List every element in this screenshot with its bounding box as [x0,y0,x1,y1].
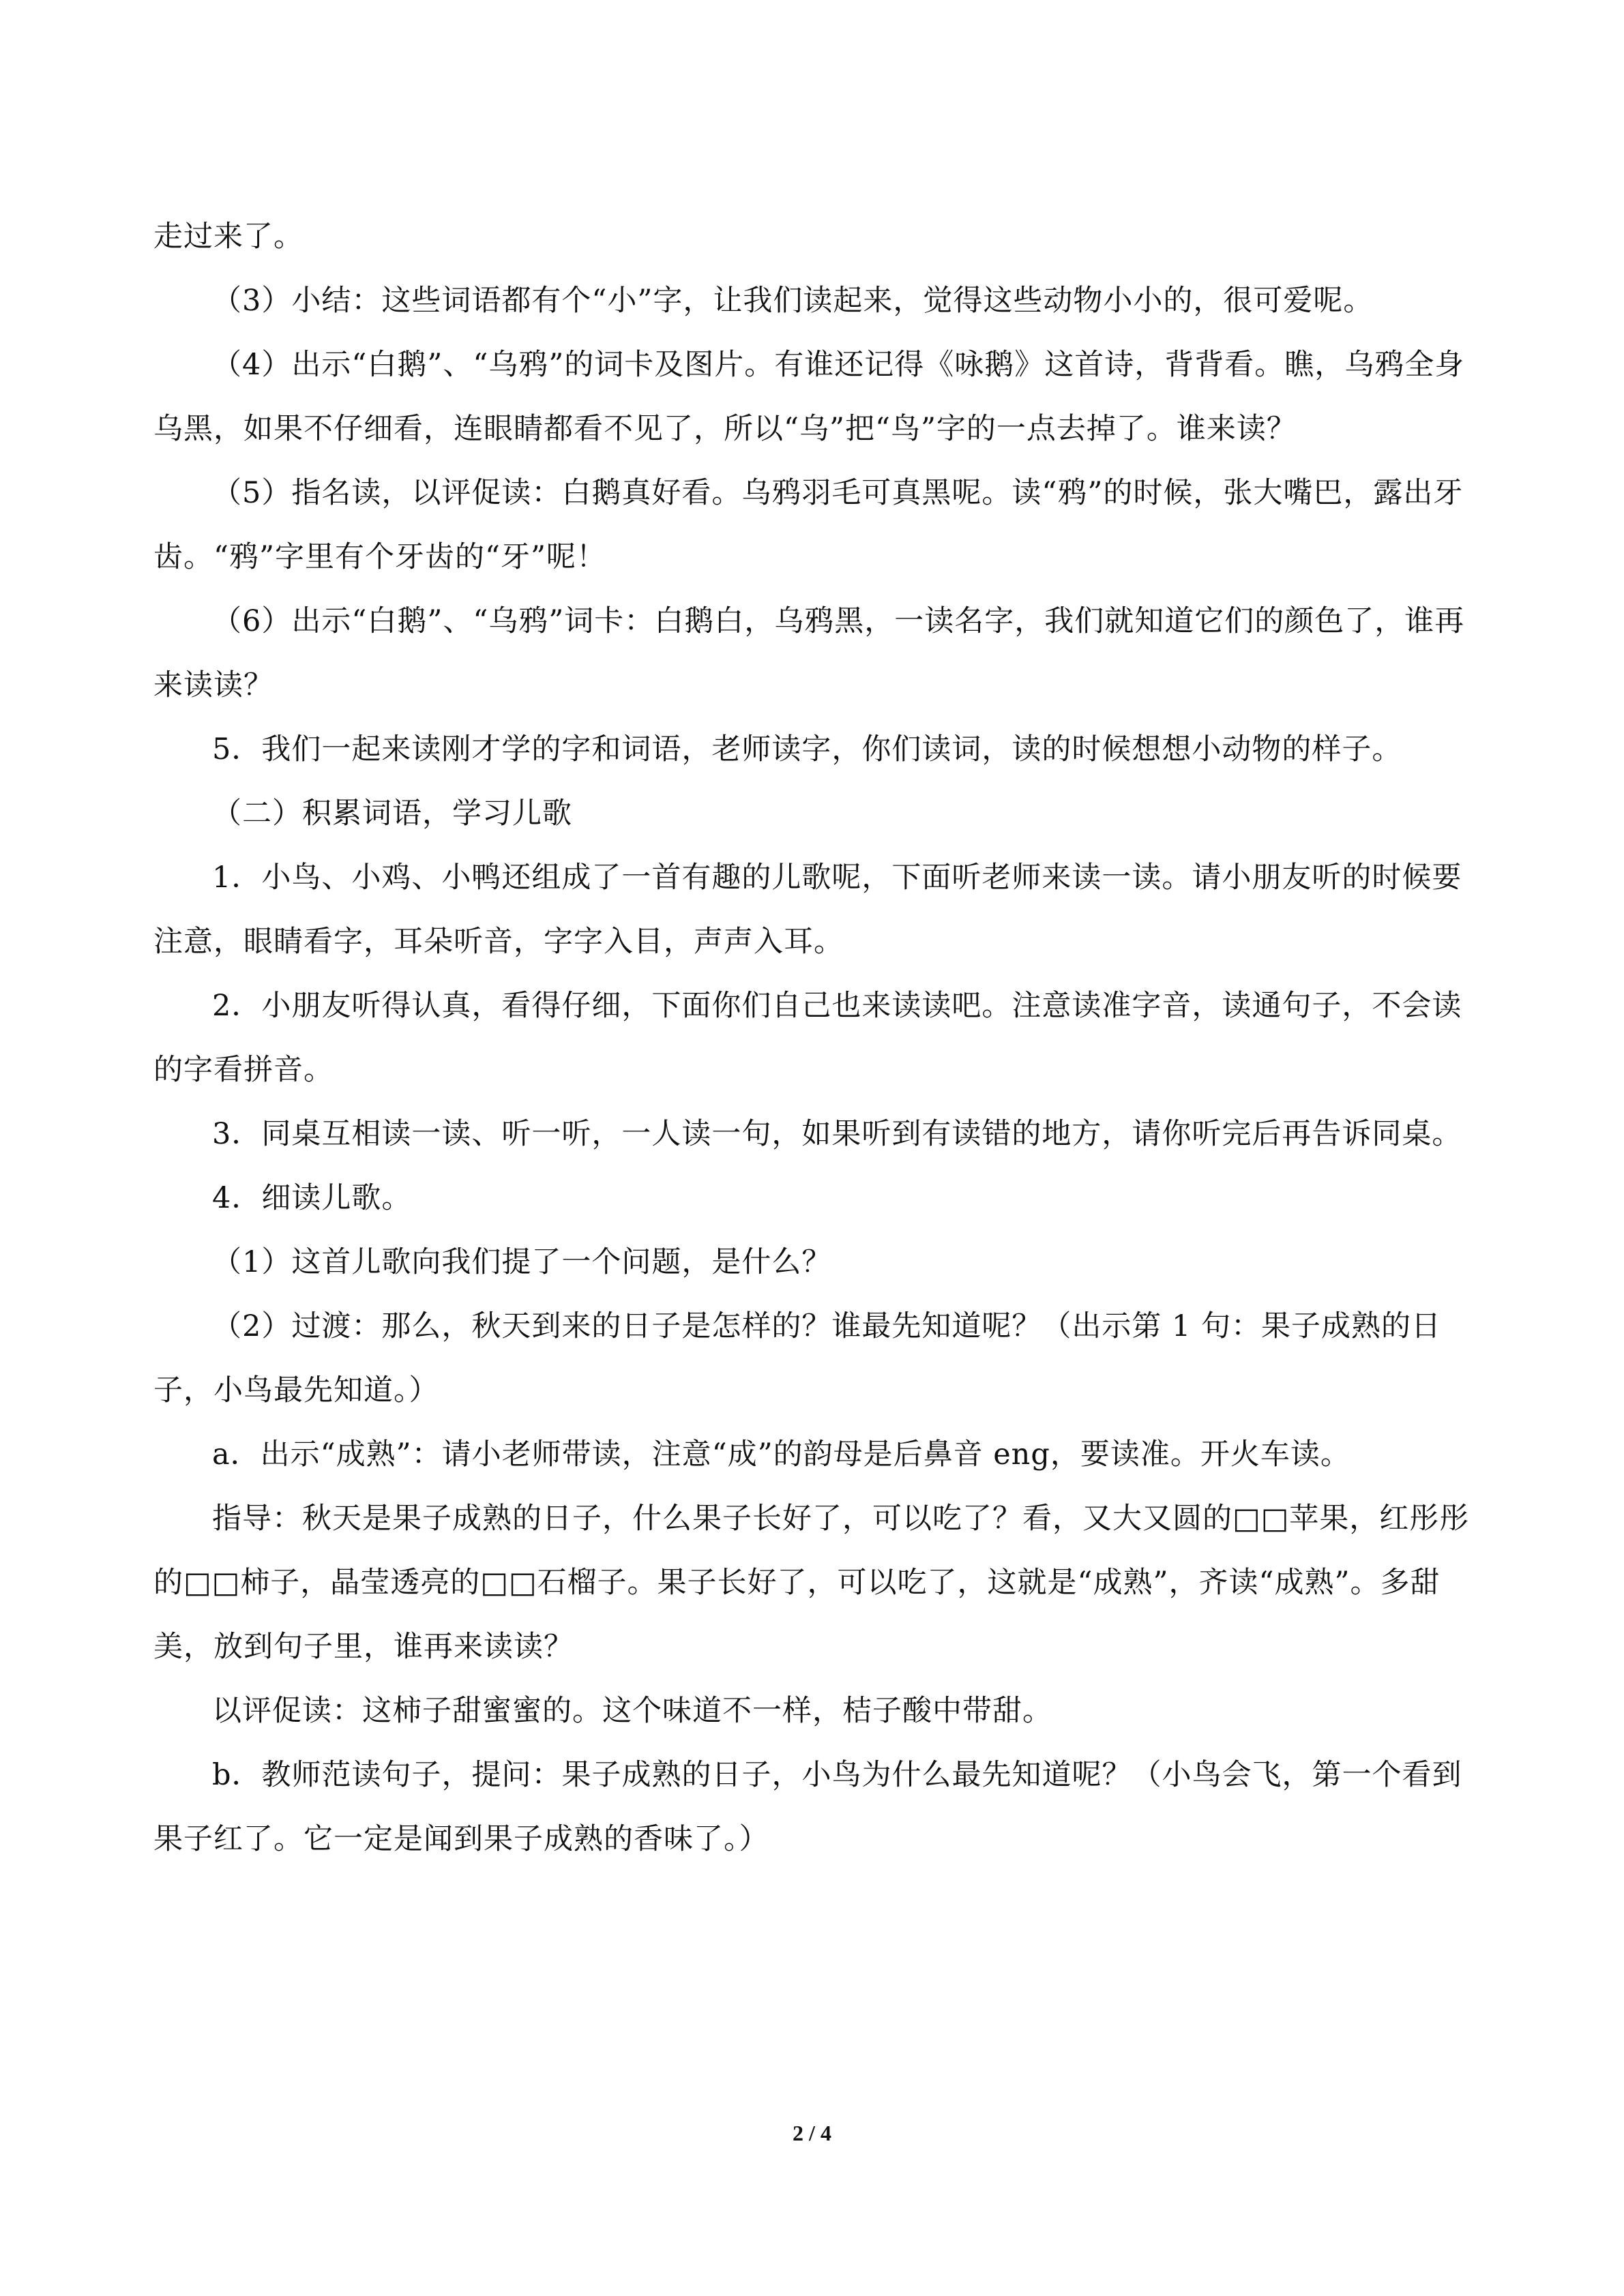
paragraph: （5）指名读，以评促读：白鹅真好看。乌鸦羽毛可真黑呢。读“鸦”的时候，张大嘴巴，露出牙齿。“鸦”字里有个牙齿的“牙”呢！ [153,476,1464,574]
paragraph: 走过来了。 [153,220,304,254]
page-number: 2 / 4 [793,2121,831,2145]
body-text [153,205,1483,1871]
paragraph: 3．同桌互相读一读、听一听，一人读一句，如果听到有读错的地方，请你听完后再告诉同桌。 [212,1117,1462,1151]
paragraph: 以评促读：这柿子甜蜜蜜的。这个味道不一样，桔子酸中带甜。 [212,1694,1052,1728]
paragraph: （2）过渡：那么，秋天到来的日子是怎样的？谁最先知道呢？（出示第 1 句：果子成熟的日子，小鸟最先知道。） [153,1309,1442,1407]
paragraph: （1）这首儿歌向我们提了一个问题，是什么？ [212,1245,832,1279]
section-heading: （二）积累词语，学习儿歌 [212,796,572,831]
paragraph: a．出示“成熟”：请小老师带读，注意“成”的韵母是后鼻音 eng，要读准。开火车读。 [212,1437,1350,1472]
paragraph: （6）出示“白鹅”、“乌鸦”词卡：白鹅白，乌鸦黑，一读名字，我们就知道它们的颜色了，谁再来读读？ [153,604,1465,702]
paragraph: （4）出示“白鹅”、“乌鸦”的词卡及图片。有谁还记得《咏鹅》这首诗，背背看。瞧，乌鸦全身乌黑，如果不仔细看，连眼睛都看不见了，所以“乌”把“鸟”字的一点去掉了。谁来读？ [153,348,1465,446]
paragraph: （3）小结：这些词语都有个“小”字，让我们读起来，觉得这些动物小小的，很可爱呢。 [212,284,1374,318]
paragraph: 1．小鸟、小鸡、小鸭还组成了一首有趣的儿歌呢，下面听老师来读一读。请小朋友听的时候要注意，眼睛看字，耳朵听音，字字入目，声声入耳。 [153,861,1462,959]
paragraph: 4．细读儿歌。 [212,1181,412,1215]
paragraph: b．教师范读句子，提问：果子成熟的日子，小鸟为什么最先知道呢？（小鸟会飞，第一个看到果子红了。它一定是闻到果子成熟的香味了。） [153,1758,1462,1856]
paragraph: 指导：秋天是果子成熟的日子，什么果子长好了，可以吃了？看，又大又圆的□□苹果，红彤彤的□□柿子，晶莹透亮的□□石榴子。果子长好了，可以吃了，这就是“成熟”，齐读“成熟”。多甜美，放到句子里，谁再来读读？ [153,1502,1470,1664]
paragraph: 5．我们一起来读刚才学的字和词语，老师读字，你们读词，读的时候想想小动物的样子。 [212,732,1402,766]
paragraph: 2．小朋友听得认真，看得仔细，下面你们自己也来读读吧。注意读准字音，读通句子，不会读的字看拼音。 [153,989,1462,1087]
